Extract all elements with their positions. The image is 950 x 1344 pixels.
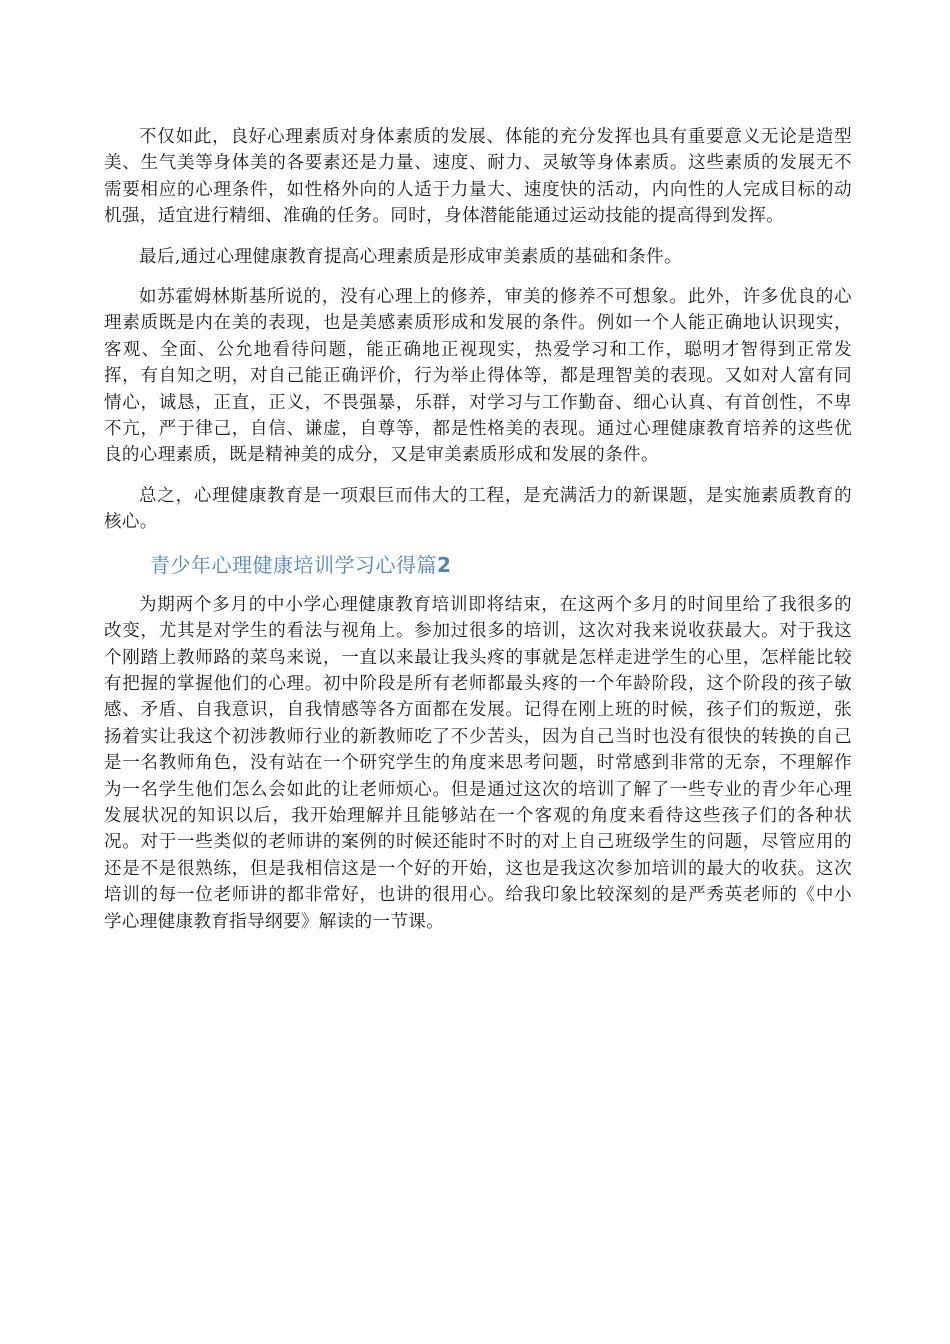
paragraph-training-reflection: 为期两个多月的中小学心理健康教育培训即将结束，在这两个多月的时间里给了我很多的改变，尤其是对学生的看法与视角上。参加过很多的培训，这次对我来说收获最大。对于我这个刚踏上教师路的菜鸟来说，一直以来最让我头疼的事就是怎样走进学生的心里，怎样能比较有把握的掌握他们的心理。初中阶段是所有老师都最头疼的一个年龄阶段，这个阶段的孩子敏感、矛盾、自我意识，自我情感等各方面都在发展。记得在刚上班的时候，孩子们的叛逆，张扬着实让我这个初涉教师行业的新教师吃了不少苦头，因为自己当时也没有很快的转换的自己是一名教师角色，没有站在一个研究学生的角度来思考问题，时常感到非常的无奈，不理解作为一名学生他们怎么会如此的让老师烦心。但是通过这次的培训了解了一些专业的青少年心理发展状况的知识以后，我开始理解并且能够站在一个客观的角度来看待这些孩子们的各种状况。对于一些类似的老师讲的案例的时候还能时不时的对上自己班级学生的问题，尽管应用的还是不是很熟练，但是我相信这是一个好的开始，这也是我这次参加培训的最大的收获。这次培训的每一位老师讲的都非常好，也讲的很用心。给我印象比较深刻的是严秀英老师的《中小学心理健康教育指导纲要》解读的一节课。 [104, 594, 852, 932]
document-body [104, 124, 852, 949]
section-heading [104, 550, 852, 580]
section-heading-text: 青少年心理健康培训学习心得篇 [150, 552, 437, 577]
paragraph-psych-physical: 不仅如此，良好心理素质对身体素质的发展、体能的充分发挥也具有重要意义无论是造型美、生气美等身体美的各要素还是力量、速度、耐力、灵敏等身体素质。这些素质的发展无不需要相应的心理条件，如性格外向的人适于力量大、速度快的活动，内向性的人完成目标的动机强，适宜进行精细、准确的任务。同时，身体潜能能通过运动技能的提高得到发挥。 [104, 127, 852, 227]
paragraph-sukhomlinsky: 如苏霍姆林斯基所说的，没有心理上的修养，审美的修养不可想象。此外，许多优良的心理素质既是内在美的表现，也是美感素质形成和发展的条件。例如一个人能正确地认识现实，客观、全面、公允地看待问题，能正确地正视现实，热爱学习和工作，聪明才智得到正常发挥，有自知之明，对自己能正确评价，行为举止得体等，都是理智美的表现。又如对人富有同情心，诚恳，正直，正义，不畏强暴，乐群，对学习与工作勤奋、细心认真、有首创性，不卑不亢，严于律己，自信、谦虚，自尊等，都是性格美的表现。通过心理健康教育培养的这些优良的心理素质，既是精神美的成分，又是审美素质形成和发展的条件。 [104, 287, 852, 466]
paragraph-finally: 最后,通过心理健康教育提高心理素质是形成审美素质的基础和条件。 [139, 246, 682, 267]
section-heading-number: 2 [437, 552, 452, 577]
paragraph-conclusion: 总之，心理健康教育是一项艰巨而伟大的工程，是充满活力的新课题，是实施素质教育的核心。 [104, 485, 852, 533]
